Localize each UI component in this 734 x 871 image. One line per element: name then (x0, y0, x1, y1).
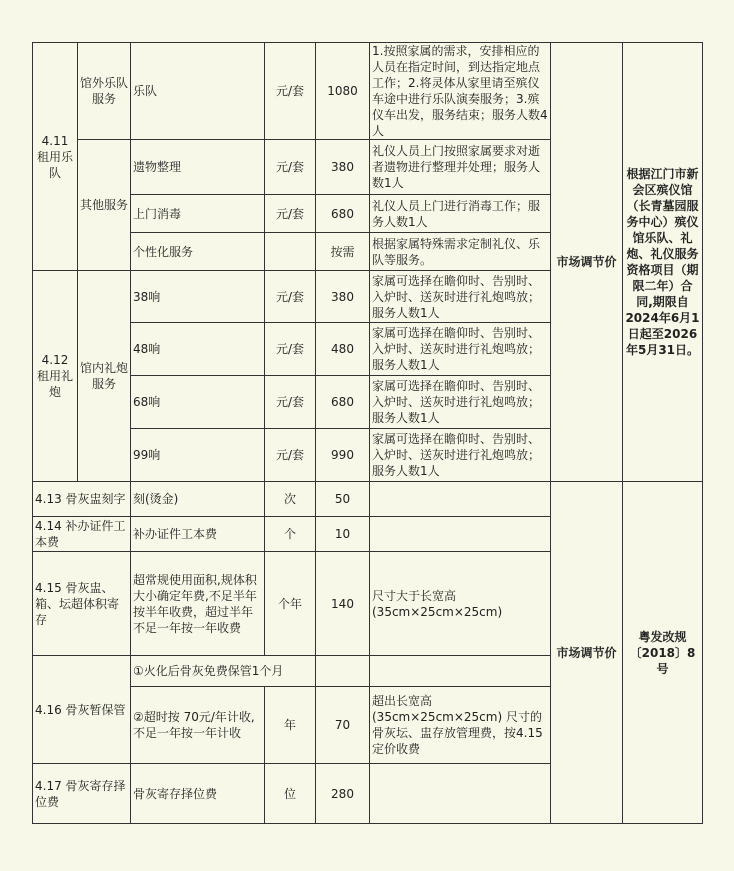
item-code: 4.15 骨灰盅、箱、坛超体积寄存 (33, 552, 131, 656)
unit: 次 (265, 482, 316, 517)
price: 按需 (316, 233, 370, 271)
table-row (33, 482, 703, 517)
price: 380 (316, 140, 370, 195)
item-code: 4.16 骨灰暂保管 (33, 656, 131, 764)
fee-table (32, 42, 703, 824)
unit: 元/套 (265, 195, 316, 233)
item-code: 4.13 骨灰盅刻字 (33, 482, 131, 517)
service-name: 99响 (131, 429, 265, 482)
sub-category: 馆外乐队服务 (78, 43, 131, 140)
note: 根据家属特殊需求定制礼仪、乐队等服务。 (370, 233, 551, 271)
service-name: 刻(烫金) (131, 482, 265, 517)
note: 家属可选择在瞻仰时、告别时、入炉时、送灰时进行礼炮鸣放；服务人数1人 (370, 271, 551, 323)
price: 680 (316, 195, 370, 233)
item-code: 4.14 补办证件工本费 (33, 517, 131, 552)
sub-category: 馆内礼炮服务 (78, 271, 131, 482)
note (370, 517, 551, 552)
unit: 元/套 (265, 43, 316, 140)
price: 990 (316, 429, 370, 482)
price: 50 (316, 482, 370, 517)
service-name: 个性化服务 (131, 233, 265, 271)
price: 140 (316, 552, 370, 656)
item-code: 4.11 租用乐队 (33, 43, 78, 271)
service-name: 48响 (131, 323, 265, 376)
service-name: 68响 (131, 376, 265, 429)
service-name: ②超时按 70元/年计收,不足一年按一年计收 (131, 687, 265, 764)
note: 1.按照家属的需求，安排相应的人员在指定时间，到达指定地点工作；2.将灵体从家里请至殡仪车途中进行乐队演奏服务；3.殡仪车出发，服务结束；服务人数4人 (370, 43, 551, 140)
note: 超出长宽高(35cm×25cm×25cm) 尺寸的骨灰坛、盅存放管理费，按4.15定价收费 (370, 687, 551, 764)
pricing-type: 市场调节价 (551, 43, 623, 482)
service-name: 乐队 (131, 43, 265, 140)
unit: 元/套 (265, 376, 316, 429)
price: 280 (316, 764, 370, 824)
unit: 元/套 (265, 323, 316, 376)
service-name: ①火化后骨灰免费保管1个月 (131, 656, 316, 687)
unit: 个 (265, 517, 316, 552)
unit: 元/套 (265, 271, 316, 323)
service-name: 补办证件工本费 (131, 517, 265, 552)
service-name: 38响 (131, 271, 265, 323)
table-row (33, 43, 703, 140)
unit: 位 (265, 764, 316, 824)
price: 680 (316, 376, 370, 429)
price: 380 (316, 271, 370, 323)
note (370, 764, 551, 824)
item-code: 4.12 租用礼炮 (33, 271, 78, 482)
unit: 个年 (265, 552, 316, 656)
service-name: 超常规使用面积,规体积大小确定年费,不足半年按半年收费，超过半年不足一年按一年收费 (131, 552, 265, 656)
unit: 元/套 (265, 140, 316, 195)
unit: 元/套 (265, 429, 316, 482)
sub-category: 其他服务 (78, 140, 131, 271)
note: 家属可选择在瞻仰时、告别时、入炉时、送灰时进行礼炮鸣放；服务人数1人 (370, 376, 551, 429)
unit: 年 (265, 687, 316, 764)
unit (265, 233, 316, 271)
note: 尺寸大于长宽高(35cm×25cm×25cm) (370, 552, 551, 656)
note: 礼仪人员上门进行消毒工作；服务人数1人 (370, 195, 551, 233)
pricing-basis: 粤发改规〔2018〕8号 (623, 482, 703, 824)
item-code: 4.17 骨灰寄存择位费 (33, 764, 131, 824)
price: 480 (316, 323, 370, 376)
price: 10 (316, 517, 370, 552)
price: 1080 (316, 43, 370, 140)
service-name: 上门消毒 (131, 195, 265, 233)
note: 家属可选择在瞻仰时、告别时、入炉时、送灰时进行礼炮鸣放；服务人数1人 (370, 429, 551, 482)
pricing-type: 市场调节价 (551, 482, 623, 824)
note: 家属可选择在瞻仰时、告别时、入炉时、送灰时进行礼炮鸣放；服务人数1人 (370, 323, 551, 376)
note: 礼仪人员上门按照家属要求对逝者遗物进行整理并处理；服务人数1人 (370, 140, 551, 195)
service-name: 遗物整理 (131, 140, 265, 195)
pricing-basis: 根据江门市新会区殡仪馆（长青墓园服务中心）殡仪馆乐队、礼炮、礼仪服务资格项目（期限二年）合同,期限自2024年6月1日起至2026年5月31日。 (623, 43, 703, 482)
service-name: 骨灰寄存择位费 (131, 764, 265, 824)
note (370, 482, 551, 517)
price: 70 (316, 687, 370, 764)
